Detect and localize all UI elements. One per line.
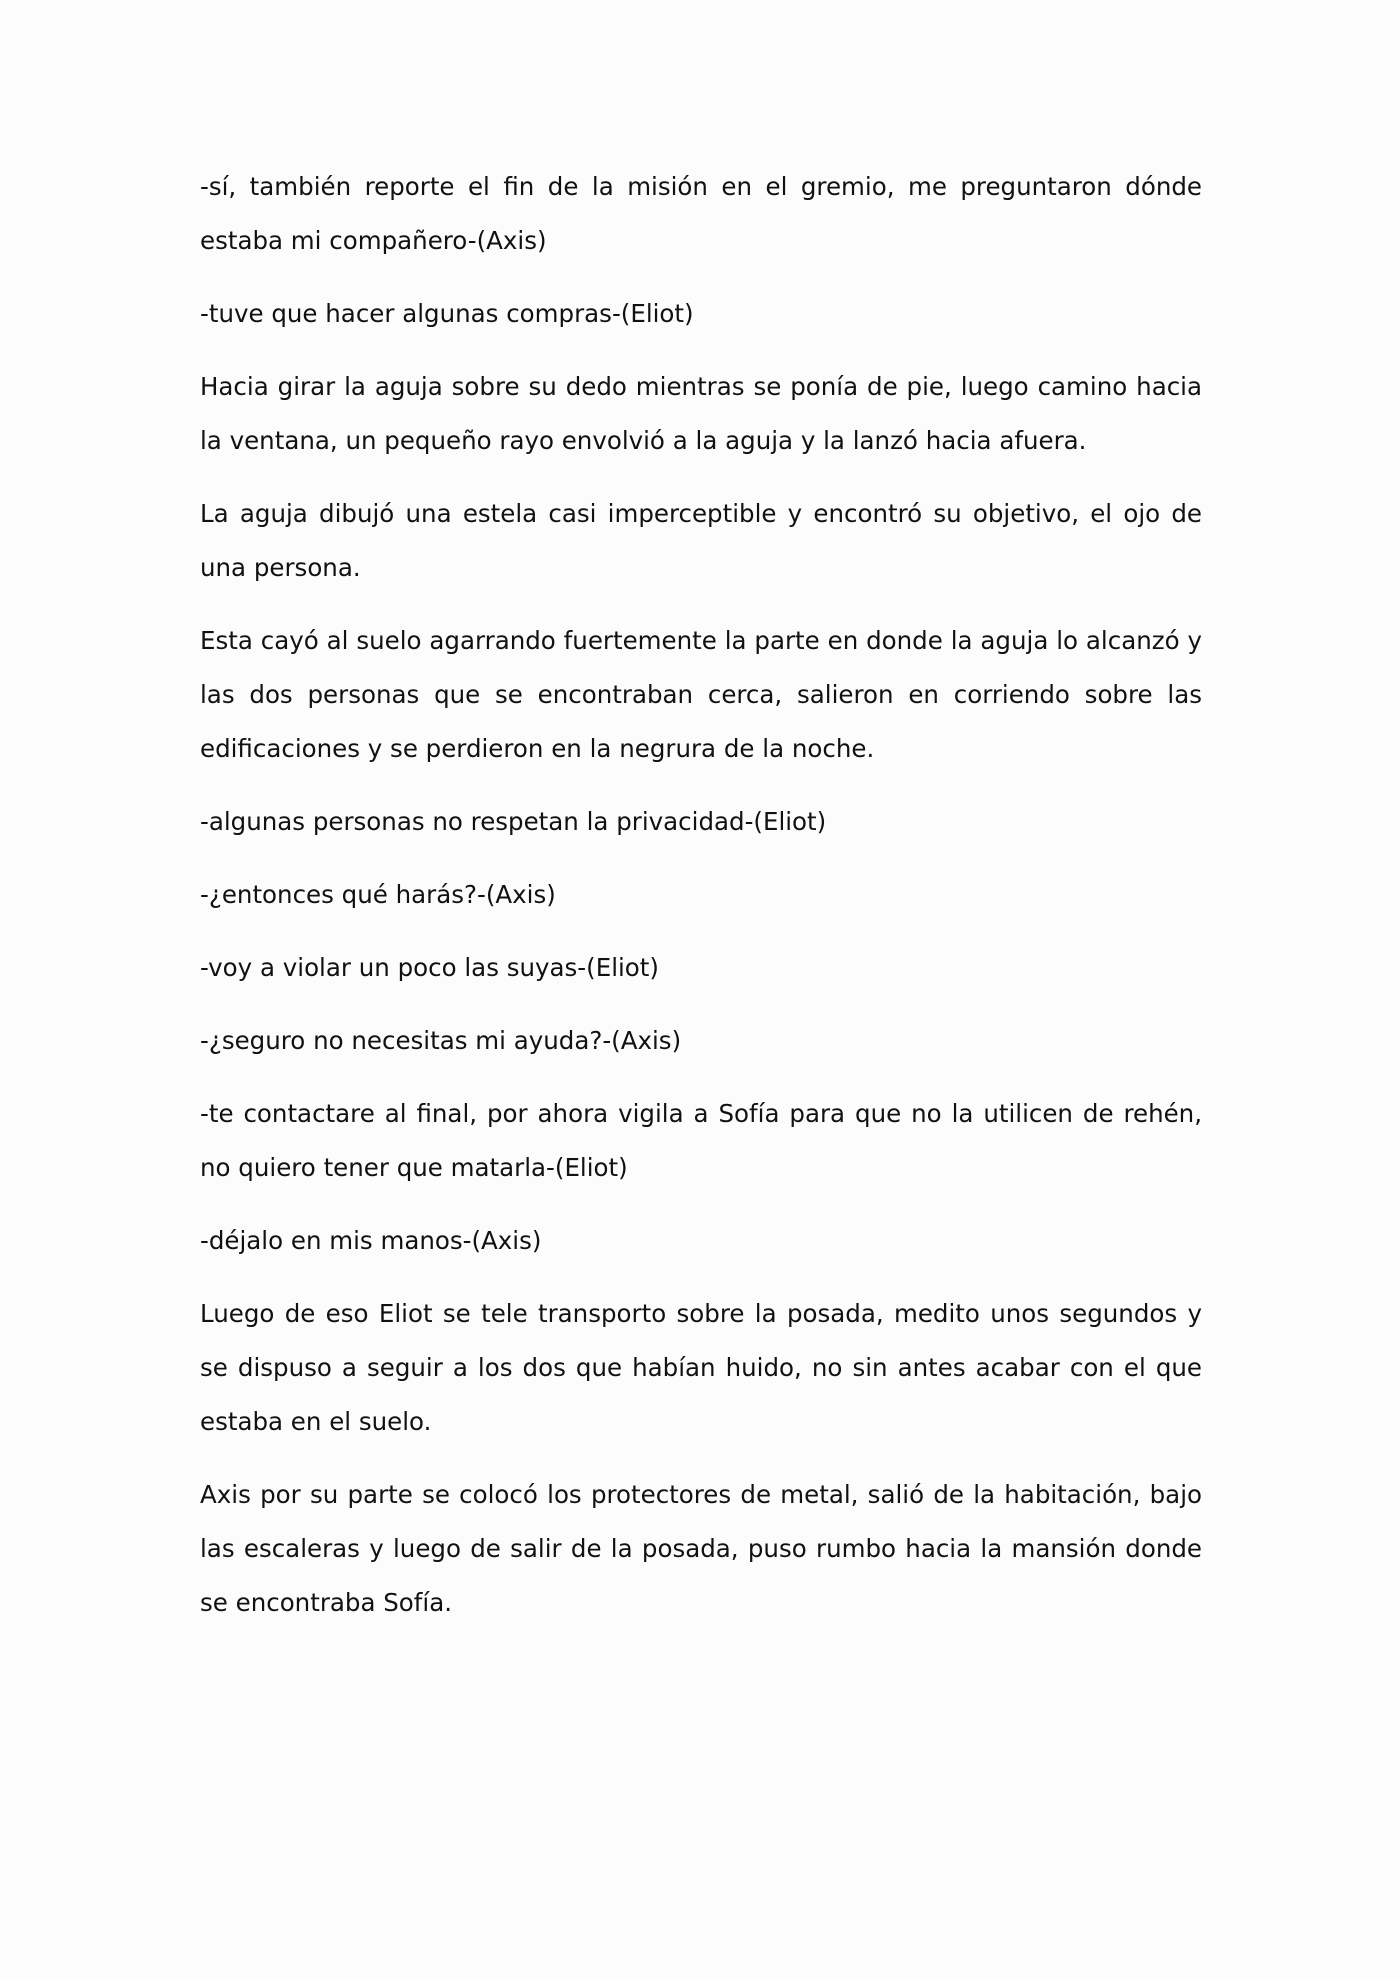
paragraph-narration-needle-throw: Hacia girar la aguja sobre su dedo mientras se ponía de pie, luego camino hacia la ventana, un pequeño rayo envolvió a la aguja y la lanzó hacia afuera. xyxy=(200,372,1202,455)
paragraph-dialogue-axis-report: -sí, también reporte el fin de la misión en el gremio, me preguntaron dónde estaba mi compañero-(Axis) xyxy=(200,172,1202,255)
paragraph-dialogue-eliot-privacy: -algunas personas no respetan la privacidad-(Eliot) xyxy=(200,807,827,836)
paragraph-dialogue-axis-help: -¿seguro no necesitas mi ayuda?-(Axis) xyxy=(200,1026,682,1055)
paragraph-narration-fall: Esta cayó al suelo agarrando fuertemente la parte en donde la aguja lo alcanzó y las dos personas que se encontraban cerca, salieron en corriendo sobre las edificaciones y se perdieron en la negrura de la noche. xyxy=(200,626,1202,763)
paragraph-dialogue-axis-leave-it: -déjalo en mis manos-(Axis) xyxy=(200,1226,542,1255)
paragraph-narration-eliot-teleport: Luego de eso Eliot se tele transporto sobre la posada, medito unos segundos y se dispuso a seguir a los dos que habían huido, no sin antes acabar con el que estaba en el suelo. xyxy=(200,1299,1202,1436)
paragraph-dialogue-axis-question: -¿entonces qué harás?-(Axis) xyxy=(200,880,556,909)
document-body xyxy=(200,160,1202,1649)
paragraph-dialogue-eliot-contact: -te contactare al final, por ahora vigila a Sofía para que no la utilicen de rehén, no quiero tener que matarla-(Eliot) xyxy=(200,1099,1202,1182)
paragraph-dialogue-eliot-violate: -voy a violar un poco las suyas-(Eliot) xyxy=(200,953,659,982)
paragraph-dialogue-eliot-shopping: -tuve que hacer algunas compras-(Eliot) xyxy=(200,299,694,328)
paragraph-narration-axis-mansion: Axis por su parte se colocó los protectores de metal, salió de la habitación, bajo las escaleras y luego de salir de la posada, puso rumbo hacia la mansión donde se encontraba Sofía. xyxy=(200,1480,1202,1617)
paragraph-narration-needle-target: La aguja dibujó una estela casi imperceptible y encontró su objetivo, el ojo de una persona. xyxy=(200,499,1202,582)
